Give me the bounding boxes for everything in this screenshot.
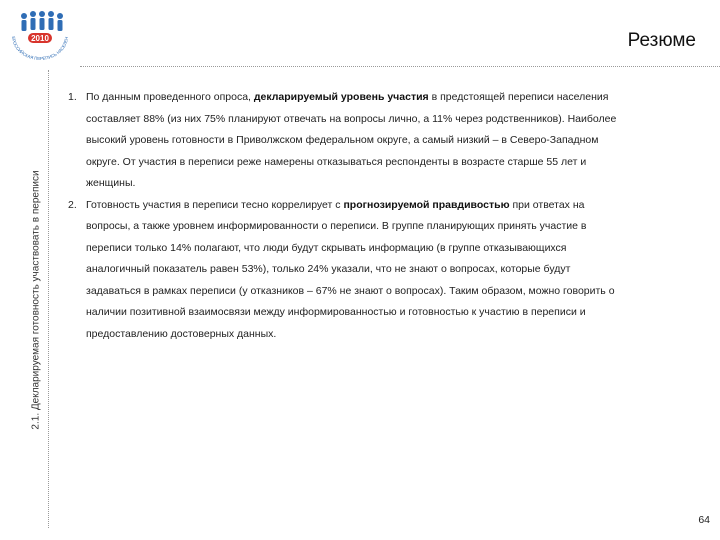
item-text-end: в предстоящей переписи населения составляет 88% (из них 75% планируют отвечать на вопросы лично, а 11% через родственников). Наиболее высокий уровень готовности в Приволжском федеральном округе, а самый низкий – в Северо-Западном округе. От участия в переписи реже намерены отказываться респонденты в возрасте старше 55 лет и женщины. — [86, 91, 617, 189]
item-number: 1. — [68, 91, 77, 103]
side-divider — [48, 70, 49, 528]
item-number: 2. — [68, 198, 77, 211]
summary-item-1 — [68, 87, 620, 195]
summary-item-2 — [68, 195, 620, 346]
item-text-start: По данным проведенного опроса, — [86, 91, 254, 103]
section-label: 2.1. Декларируемая готовность участвовать в переписи — [30, 170, 42, 430]
item-text — [86, 195, 620, 346]
logo-year: 2010 — [31, 34, 49, 43]
item-highlight: декларируемый уровень участия — [253, 91, 429, 103]
top-divider — [80, 66, 720, 67]
logo-arc-text: ЕРОССИЙСКАЯ ПЕРЕПИСЬ НАСЕЛЕН — [10, 36, 70, 62]
item-text-end: при ответах на вопросы, а также уровнем информированности о переписи. В группе планирующих принять участие в переписи только 14% полагают, что люди будут скрывать информацию (в группе отказывающихся аналогичный показатель равен 53%), только 24% указали, что не знают о вопросах, которые будут задаваться в рамках переписи (у отказников – 67% не знают о вопросах). Таким образом, можно говорить о наличии позитивной взаимосвязи между информированностью и готовностью к участию в переписи и предоставлению достоверных данных. — [86, 198, 615, 340]
page-number: 64 — [698, 514, 710, 526]
section-sidebar — [24, 76, 48, 524]
item-text — [86, 87, 620, 195]
item-highlight: прогнозируемой правдивостью — [343, 198, 510, 211]
item-text-start: Готовность участия в переписи тесно коррелирует с — [86, 198, 344, 211]
summary-list — [68, 87, 620, 345]
page-title: Резюме — [627, 30, 696, 51]
census-2010-logo-icon — [4, 6, 76, 68]
